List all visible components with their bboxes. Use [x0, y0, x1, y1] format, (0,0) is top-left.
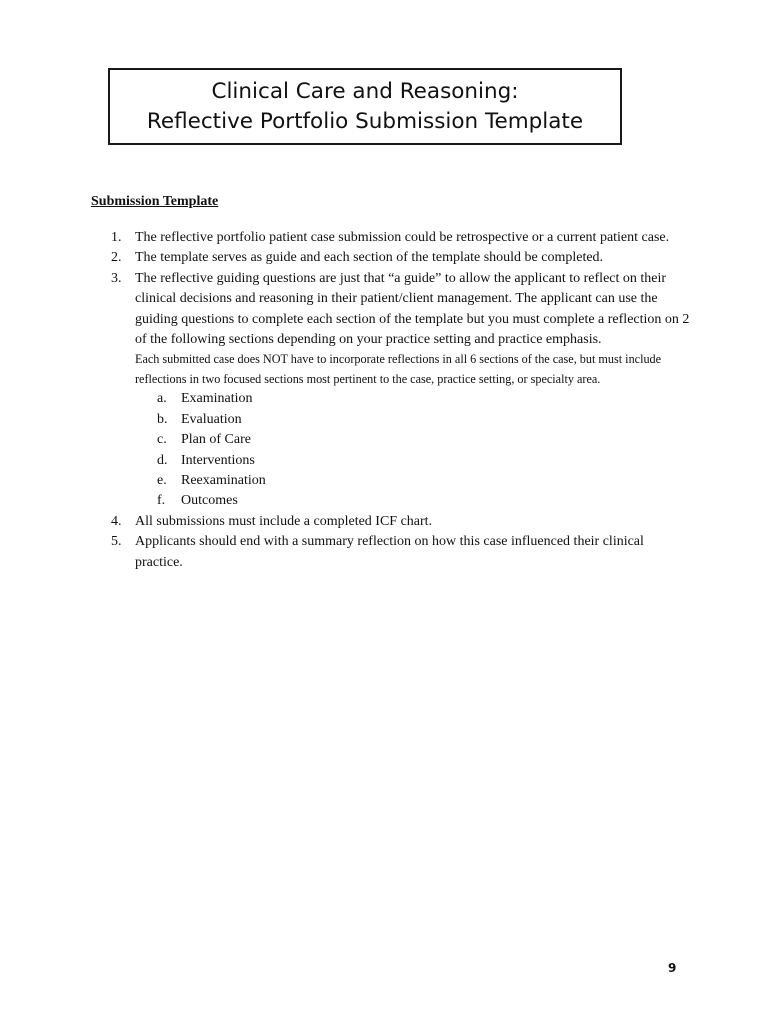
- list-item-3: [91, 269, 691, 512]
- list-number: 3.: [111, 270, 122, 286]
- sublist-text: Outcomes: [181, 493, 238, 509]
- list-item-2: [91, 248, 691, 268]
- sublist-item-reexamination: [135, 471, 691, 491]
- sublist-text: Evaluation: [181, 411, 242, 427]
- list-number: 5.: [111, 534, 122, 550]
- title-line-2: Reflective Portfolio Submission Template: [146, 109, 584, 134]
- sublist-letter: b.: [157, 411, 168, 427]
- sublist-letter: e.: [157, 473, 167, 489]
- title-line-1: Clinical Care and Reasoning:: [211, 79, 519, 104]
- document-title-box: [108, 68, 622, 145]
- list-item-text-small: Each submitted case does NOT have to incorporate reflections in all 6 sections of the case, but must include reflections in two focused sections most pertinent to the case, practice setting, or specialty area.: [135, 352, 662, 386]
- sublist-item-examination: [135, 389, 691, 409]
- list-number: 2.: [111, 250, 122, 266]
- numbered-list: [91, 228, 691, 573]
- page-number: 9: [668, 961, 677, 975]
- list-item-text: The reflective portfolio patient case submission could be retrospective or a current patient case.: [135, 230, 670, 245]
- sublist-letter: d.: [157, 452, 168, 468]
- sublist-letter: f.: [157, 493, 166, 509]
- section-heading: Submission Template: [91, 194, 219, 209]
- sublist-item-evaluation: [135, 410, 691, 430]
- sublist-item-interventions: [135, 451, 691, 471]
- sublist-text: Interventions: [181, 452, 255, 468]
- sublist-letter: c.: [157, 432, 167, 448]
- sublist-text: Plan of Care: [181, 432, 251, 448]
- list-number: 1.: [111, 230, 122, 245]
- list-item-text: The template serves as guide and each section of the template should be completed.: [135, 250, 604, 266]
- list-item-5: [91, 532, 691, 573]
- sublist-item-outcomes: [135, 491, 691, 511]
- list-number: 4.: [111, 513, 122, 529]
- section-sublist: [135, 389, 691, 511]
- list-item-1: [91, 228, 691, 248]
- list-item-text: All submissions must include a completed ICF chart.: [135, 513, 433, 529]
- sublist-text: Examination: [181, 391, 253, 407]
- sublist-item-plan-of-care: [135, 430, 691, 450]
- list-item-4: [91, 512, 691, 532]
- list-item-text: The reflective guiding questions are just that “a guide” to allow the applicant to reflect on their clinical decisions and reasoning in their patient/client management. The applicant can use the guiding questions to complete each section of the template but you must complete a reflection on 2 of the following sections depending on your practice setting and practice emphasis.: [135, 270, 690, 348]
- sublist-text: Reexamination: [181, 473, 266, 489]
- list-item-text: Applicants should end with a summary reflection on how this case influenced their clinical practice.: [135, 534, 644, 570]
- sublist-letter: a.: [157, 391, 167, 407]
